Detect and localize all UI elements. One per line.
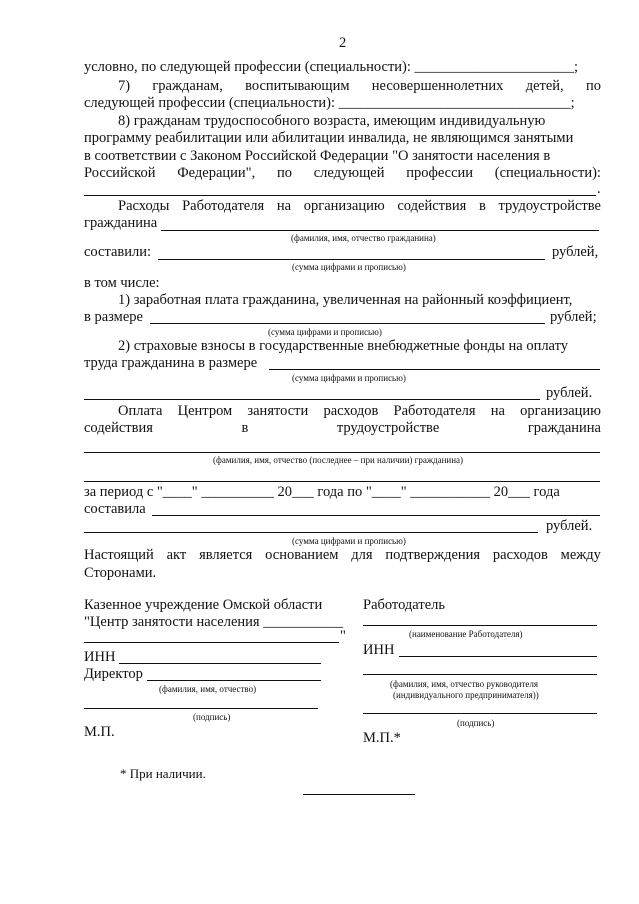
payment-made-field[interactable] — [152, 515, 600, 516]
left-party-sign-caption: (подпись) — [193, 712, 231, 722]
basis-word: для — [351, 547, 373, 563]
payment-word: Центром — [177, 403, 233, 419]
item7-word: по — [585, 78, 601, 94]
right-party-head-caption2: (индивидуального предпринимателя)) — [393, 690, 539, 700]
payment-rubles: рублей. — [546, 518, 593, 534]
expenses-word: организацию — [303, 198, 385, 214]
right-party-sign-caption: (подпись) — [457, 718, 495, 728]
item8-line2: программу реабилитации или абилитации инвалида, не являющимся занятыми — [84, 130, 574, 146]
payment-word: занятости — [247, 403, 309, 419]
basis-word: основанием — [265, 547, 339, 563]
item8-line3: в соответствии с Законом Российской Федерации "О занятости населения в — [84, 148, 551, 164]
expenses-total-field[interactable] — [158, 259, 545, 260]
payment-made-label: составила — [84, 501, 146, 517]
right-party-head-field[interactable] — [363, 674, 597, 675]
basis-line2: Сторонами. — [84, 565, 157, 581]
right-party-name-caption: (наименование Работодателя) — [409, 629, 523, 639]
right-party-inn-field[interactable] — [399, 656, 597, 657]
expenses-insurance-field[interactable] — [269, 369, 600, 370]
item7-word: детей, — [525, 78, 564, 94]
payment-word: содействия — [84, 420, 153, 436]
left-party-inn-label: ИНН — [84, 649, 116, 665]
expenses-word: в — [478, 198, 486, 214]
expenses-salary-line: 1) заработная плата гражданина, увеличенная на районный коэффициент, — [118, 292, 573, 308]
expenses-sum-caption1: (сумма цифрами и прописью) — [292, 262, 406, 272]
expenses-word: на — [276, 198, 292, 214]
expenses-salary-field[interactable] — [150, 323, 545, 324]
basis-word: Настоящий — [84, 547, 154, 563]
basis-word: акт — [166, 547, 187, 563]
left-party-director-field[interactable] — [147, 680, 321, 681]
item8-line5-end: . — [597, 181, 601, 197]
payment-line1 — [118, 403, 601, 420]
expenses-citizen-field[interactable] — [161, 230, 599, 231]
item7-line2: следующей профессии (специальности): ________________________________; — [84, 95, 575, 111]
left-party-stamp: М.П. — [84, 724, 115, 740]
expenses-rubles1: рублей, — [552, 244, 599, 260]
expenses-rubles2: рублей; — [550, 309, 597, 325]
right-party-head-caption1: (фамилия, имя, отчество руководителя — [390, 679, 539, 689]
left-party-director-label: Директор — [84, 666, 143, 682]
expenses-salary-amount-label: в размере — [84, 309, 143, 325]
payment-citizen-caption: (фамилия, имя, отчество (последнее – при наличии) гражданина) — [213, 455, 464, 465]
expenses-insurance-amount-label: труда гражданина в размере — [84, 355, 258, 371]
expenses-word: Расходы — [118, 198, 170, 214]
left-party-quote: " — [340, 628, 346, 644]
item7-line1 — [118, 78, 601, 95]
right-party-sign-field[interactable] — [363, 713, 597, 714]
footnote: * При наличии. — [120, 766, 206, 781]
item8-word: профессии — [406, 165, 474, 181]
basis-word: подтверждения — [385, 547, 481, 563]
expenses-insurance-field-2[interactable] — [84, 399, 540, 400]
left-party-inn-field[interactable] — [119, 663, 321, 664]
right-party-name-field[interactable] — [363, 625, 597, 626]
item7-word: несовершеннолетних — [371, 78, 504, 94]
basis-word: расходов — [492, 547, 548, 563]
right-party-stamp: М.П.* — [363, 730, 401, 746]
expenses-including: в том числе: — [84, 275, 160, 291]
expenses-word: содействия — [397, 198, 467, 214]
expenses-citizen-caption: (фамилия, имя, отчество гражданина) — [291, 233, 436, 243]
expenses-sum-caption2: (сумма цифрами и прописью) — [268, 327, 382, 337]
expenses-word: трудоустройстве — [498, 198, 601, 214]
expenses-line1 — [118, 198, 601, 215]
item8-line1: 8) гражданам трудоспособного возраста, имеющим индивидуальную — [118, 113, 546, 129]
item8-word: Российской — [84, 165, 156, 181]
expenses-word: Работодателя — [182, 198, 265, 214]
left-party-line2: "Центр занятости населения ___________ — [84, 614, 343, 630]
left-party-sign-field[interactable] — [84, 708, 318, 709]
payment-period-line: за период с "____" __________ 20___ года по "____" ___________ 20___ года — [84, 484, 560, 500]
item8-line4 — [84, 165, 601, 182]
expenses-citizen-label: гражданина — [84, 215, 158, 231]
item7-word: 7) — [118, 78, 131, 94]
footer-divider — [303, 794, 415, 795]
basis-word: между — [560, 547, 601, 563]
item7-word: гражданам, — [152, 78, 223, 94]
payment-word: Работодателя — [393, 403, 476, 419]
payment-line2 — [84, 420, 601, 437]
payment-citizen-field-2[interactable] — [84, 481, 600, 482]
payment-sum-caption: (сумма цифрами и прописью) — [292, 536, 406, 546]
expenses-total-label: составили: — [84, 244, 152, 260]
payment-made-field-2[interactable] — [84, 532, 538, 533]
payment-citizen-field[interactable] — [84, 452, 600, 453]
payment-word: гражданина — [527, 420, 601, 436]
left-party-director-caption: (фамилия, имя, отчество) — [159, 684, 257, 694]
page-number: 2 — [339, 35, 347, 51]
item8-word: (специальности): — [494, 165, 601, 181]
item7-word: воспитывающим — [245, 78, 350, 94]
basis-line1 — [84, 547, 601, 564]
expenses-insurance-line: 2) страховые взносы в государственные внебюджетные фонды на оплату — [118, 338, 569, 354]
expenses-sum-caption3: (сумма цифрами и прописью) — [292, 373, 406, 383]
item8-profession-line[interactable] — [84, 195, 596, 196]
right-party-title: Работодатель — [363, 597, 445, 613]
item8-word: по — [276, 165, 292, 181]
payment-word: трудоустройстве — [336, 420, 440, 436]
item8-word: следующей — [313, 165, 385, 181]
basis-word: является — [199, 547, 253, 563]
payment-word: в — [241, 420, 249, 436]
payment-word: организацию — [520, 403, 601, 419]
right-party-inn-label: ИНН — [363, 642, 395, 658]
expenses-rubles3: рублей. — [546, 385, 593, 401]
left-party-name-field[interactable] — [84, 642, 339, 643]
item8-word: Федерации", — [177, 165, 256, 181]
payment-word: расходов — [323, 403, 379, 419]
left-party-line1: Казенное учреждение Омской области — [84, 597, 323, 613]
intro-line: условно, по следующей профессии (специальности): ______________________; — [84, 59, 579, 75]
payment-word: Оплата — [118, 403, 163, 419]
payment-word: на — [490, 403, 505, 419]
